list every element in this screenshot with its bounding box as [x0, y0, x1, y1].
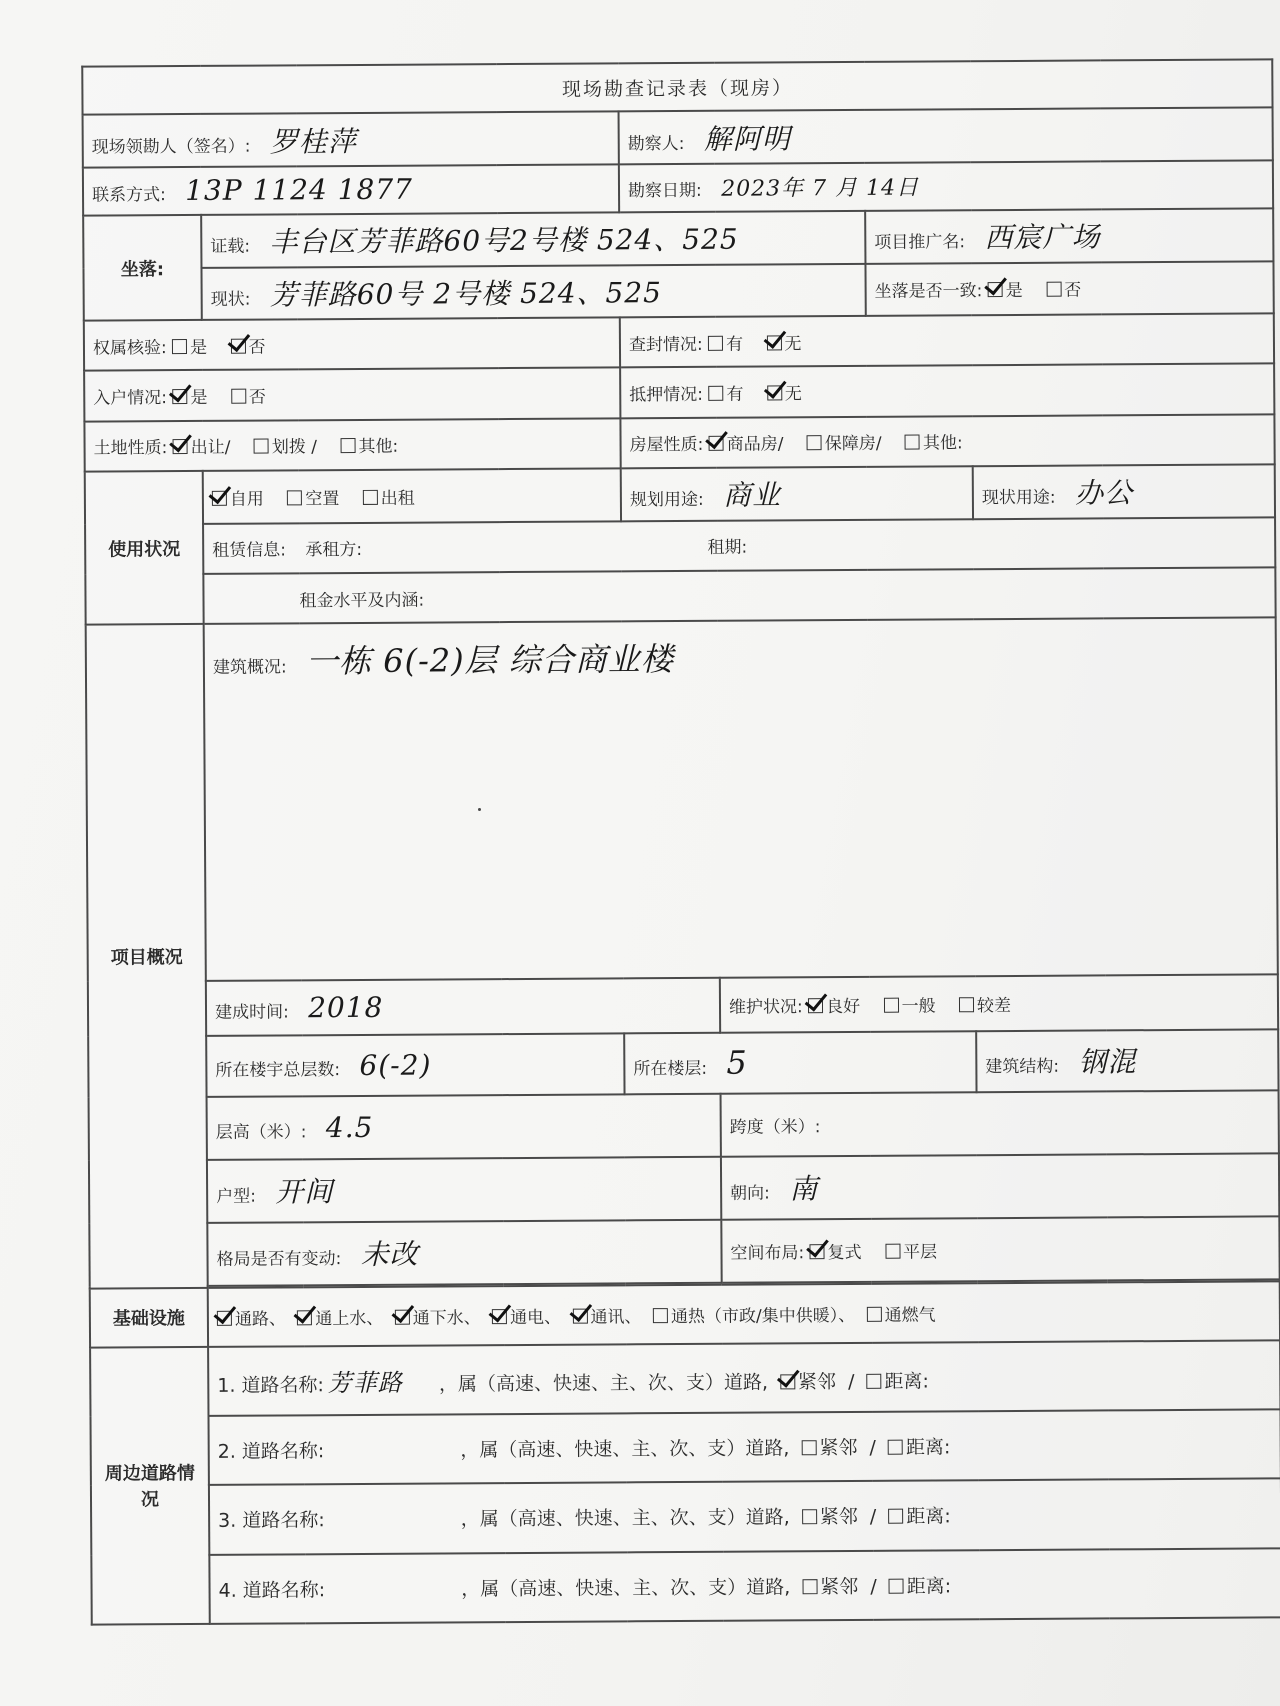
lease-label: 租赁信息:	[212, 540, 287, 562]
usage-rented-option[interactable]: 出租	[363, 484, 415, 509]
maintenance-poor-option[interactable]: 较差	[959, 991, 1011, 1016]
total-floors-label: 所在楼宇总层数:	[215, 1060, 341, 1081]
infra-drainage[interactable]: 通下水、	[395, 1303, 481, 1329]
checkbox-checked-icon	[172, 389, 187, 404]
road-4-dist-option[interactable]: 距离:	[889, 1571, 952, 1598]
road-2-near-option[interactable]: 紧邻	[801, 1433, 857, 1460]
checkbox-icon	[340, 438, 355, 453]
cert-cell	[201, 211, 865, 268]
rent-label: 租金水平及内涵:	[299, 590, 425, 612]
status-label: 现状:	[210, 289, 251, 310]
maintenance-label: 维护状况:	[728, 997, 803, 1018]
project-section: 项目概况	[86, 624, 208, 1288]
survey-form	[81, 58, 1280, 1625]
infra-cell	[208, 1281, 1280, 1346]
building-overview-label: 建筑概况:	[212, 657, 287, 679]
structure-value: 钢混	[1078, 1045, 1137, 1080]
checkbox-icon	[287, 490, 302, 505]
land-opt3[interactable]: 其他:	[340, 432, 398, 457]
checkbox-checked-icon	[217, 1311, 232, 1326]
checkbox-checked-icon	[395, 1309, 410, 1324]
infra-water-supply[interactable]: 通上水、	[297, 1304, 383, 1330]
road-1-near-option[interactable]: 紧邻	[780, 1367, 836, 1394]
ownership-yes-option[interactable]: 是	[172, 333, 207, 358]
rent-cell	[203, 567, 1275, 624]
date-cell	[619, 160, 1273, 212]
checkbox-icon	[885, 1244, 900, 1259]
current-use-cell	[973, 465, 1275, 519]
land-opt2[interactable]: 划拨 /	[254, 433, 317, 458]
span-cell	[721, 1090, 1279, 1156]
consistent-cell	[865, 261, 1273, 316]
checkbox-icon	[888, 1440, 903, 1455]
promo-label: 项目推广名:	[874, 232, 966, 254]
checkbox-checked-icon	[767, 385, 782, 400]
ownership-no-option[interactable]: 否	[230, 332, 265, 357]
checkbox-checked-icon	[709, 436, 724, 451]
current-use-label: 现状用途:	[981, 488, 1056, 509]
road-3-near-option[interactable]: 紧邻	[802, 1502, 858, 1529]
structure-label: 建筑结构:	[985, 1057, 1060, 1078]
usage-section: 使用状况	[85, 471, 204, 625]
usage-vacant-option[interactable]: 空置	[287, 484, 339, 509]
inspector-signature: 解阿明	[703, 121, 791, 156]
road-1-num: 1. 道路名称:	[217, 1374, 324, 1397]
infra-road[interactable]: 通路、	[217, 1304, 286, 1329]
built-time-value: 2018	[308, 991, 384, 1025]
house-opt3[interactable]: 其他:	[905, 429, 963, 454]
planned-use-label: 规划用途:	[629, 490, 704, 511]
ownership-label: 权属核验:	[92, 337, 167, 359]
road-3-desc: ，属（高速、快速、主、次、支）道路,	[460, 1506, 790, 1531]
checkbox-icon	[866, 1374, 881, 1389]
road-row-1: 1. 道路名称: 芳菲路 ，属（高速、快速、主、次、支）道路, 紧邻 / 距离:	[208, 1340, 1280, 1416]
checkbox-checked-icon	[212, 491, 227, 506]
checkbox-icon	[888, 1509, 903, 1524]
house-opt2[interactable]: 保障房/	[807, 429, 882, 454]
inspector-label: 勘察人:	[627, 133, 685, 154]
checkbox-checked-icon	[780, 1374, 795, 1389]
checkbox-icon	[905, 435, 920, 450]
form-title: 现场勘查记录表（现房）	[82, 59, 1272, 115]
floor-cell	[624, 1031, 976, 1094]
lease-cell	[203, 517, 1275, 574]
road-row-4: 4. 道路名称: ，属（高速、快速、主、次、支）道路, 紧邻 / 距离:	[209, 1548, 1280, 1624]
leader-cell	[83, 112, 619, 168]
road-4-num: 4. 道路名称:	[218, 1578, 326, 1602]
maintenance-fair-option[interactable]: 一般	[883, 992, 935, 1017]
usage-self-option[interactable]: 自用	[212, 484, 264, 509]
span-label: 跨度（米）:	[729, 1117, 821, 1138]
layout-change-cell	[207, 1220, 721, 1286]
orientation-cell	[721, 1153, 1279, 1219]
land-opt1[interactable]: 出让/	[173, 433, 231, 458]
consistent-yes-option[interactable]: 是	[988, 276, 1023, 301]
mortgage-cell	[620, 364, 1274, 418]
house-label: 房屋性质:	[629, 435, 704, 456]
infra-telecom[interactable]: 通讯、	[572, 1302, 641, 1327]
checkbox-checked-icon	[572, 1308, 587, 1323]
unit-type-cell	[207, 1157, 721, 1223]
floor-label: 所在楼层:	[633, 1059, 708, 1080]
space-layout-label: 空间布局:	[730, 1243, 805, 1264]
seal-no-option[interactable]: 无	[766, 329, 801, 354]
tenant-label: 承租方:	[305, 540, 363, 561]
road-2-dist-option[interactable]: 距离:	[888, 1432, 951, 1459]
location-section: 坐落:	[83, 215, 202, 321]
unit-type-value: 开间	[275, 1175, 334, 1209]
seal-yes-option[interactable]: 有	[708, 329, 743, 354]
infra-gas[interactable]: 通燃气	[866, 1300, 935, 1325]
checkbox-icon	[807, 436, 822, 451]
mortgage-no-option[interactable]: 无	[767, 379, 802, 404]
entry-label: 入户情况:	[93, 388, 168, 409]
road-3-dist-option[interactable]: 距离:	[888, 1502, 951, 1529]
entry-cell	[84, 368, 620, 422]
checkbox-checked-icon	[173, 439, 188, 454]
current-use-value: 办公	[1074, 476, 1134, 511]
total-floors-value: 6(-2)	[359, 1048, 432, 1082]
checkbox-icon	[802, 1510, 817, 1525]
consistent-label: 坐落是否一致:	[874, 281, 983, 303]
contact-label: 联系方式:	[91, 185, 166, 206]
road-row-2: 2. 道路名称: ，属（高速、快速、主、次、支）道路, 紧邻 / 距离:	[208, 1409, 1280, 1485]
orientation-label: 朝向:	[730, 1183, 770, 1205]
mortgage-label: 抵押情况:	[629, 384, 704, 406]
usage-options-cell	[203, 469, 621, 524]
house-cell	[620, 414, 1274, 468]
floor-height-label: 层高（米）:	[215, 1122, 307, 1143]
checkbox-checked-icon	[297, 1310, 312, 1325]
space-flat-option[interactable]: 平层	[885, 1237, 937, 1262]
orientation-value: 南	[789, 1172, 819, 1206]
checkbox-checked-icon	[808, 998, 823, 1013]
road-4-desc: ，属（高速、快速、主、次、支）道路,	[461, 1576, 791, 1601]
land-cell	[84, 418, 620, 472]
cert-value: 丰台区芳菲路60号2号楼 524、525	[269, 222, 739, 259]
cert-label: 证载:	[210, 236, 251, 258]
built-time-label: 建成时间:	[214, 1002, 289, 1024]
road-2-num: 2. 道路名称:	[217, 1440, 325, 1463]
checkbox-icon	[884, 998, 899, 1013]
layout-change-label: 格局是否有变动:	[216, 1249, 342, 1271]
road-1-dist-option[interactable]: 距离:	[866, 1366, 929, 1393]
checkbox-icon	[363, 490, 378, 505]
contact-value: 13P 1124 1877	[185, 173, 414, 208]
checkbox-checked-icon	[230, 338, 245, 353]
consistent-no-option[interactable]: 否	[1046, 276, 1081, 301]
checkbox-icon	[231, 389, 246, 404]
promo-cell	[865, 208, 1273, 263]
term-label: 租期:	[707, 537, 748, 559]
layout-change-value: 未改	[360, 1237, 419, 1272]
checkbox-icon	[708, 335, 723, 350]
roads-section: 周边道路情况	[90, 1347, 210, 1625]
maintenance-good-option[interactable]: 良好	[808, 992, 860, 1017]
unit-type-label: 户型:	[216, 1186, 256, 1208]
floor-value: 5	[726, 1044, 748, 1083]
checkbox-checked-icon	[810, 1244, 825, 1259]
checkbox-icon	[653, 1308, 668, 1323]
seal-label: 查封情况:	[628, 334, 703, 356]
built-time-cell	[206, 978, 720, 1036]
planned-use-value: 商业	[722, 478, 782, 513]
status-cell	[201, 263, 865, 320]
checkbox-icon	[254, 439, 269, 454]
mortgage-yes-option[interactable]: 有	[708, 380, 743, 405]
status-value: 芳菲路60号 2号楼 524、525	[269, 275, 663, 312]
entry-no-option[interactable]: 否	[231, 383, 266, 408]
building-overview-cell	[204, 618, 1278, 981]
inspector-cell	[619, 108, 1273, 164]
total-floors-cell	[206, 1033, 624, 1096]
land-label: 土地性质:	[93, 438, 168, 460]
road-4-near-option[interactable]: 紧邻	[802, 1572, 858, 1599]
road-1-desc: ，属（高速、快速、主、次、支）道路,	[438, 1371, 769, 1396]
checkbox-icon	[867, 1307, 882, 1322]
checkbox-icon	[959, 997, 974, 1012]
leader-label: 现场领勘人（签名）:	[91, 136, 251, 158]
date-label: 勘察日期:	[627, 181, 702, 202]
space-layout-cell	[721, 1216, 1279, 1282]
floor-height-cell	[207, 1094, 721, 1160]
checkbox-checked-icon	[766, 335, 781, 350]
checkbox-icon	[801, 1440, 816, 1455]
infra-section: 基础设施	[90, 1288, 208, 1348]
infra-electricity[interactable]: 通电、	[492, 1303, 561, 1328]
checkbox-checked-icon	[492, 1309, 507, 1324]
entry-yes-option[interactable]: 是	[172, 383, 207, 408]
checkbox-icon	[708, 386, 723, 401]
date-value: 2023年 7 月 14日	[721, 175, 920, 203]
checkbox-icon	[1046, 282, 1061, 297]
planned-use-cell	[621, 466, 973, 521]
checkbox-icon	[889, 1578, 904, 1593]
checkbox-checked-icon	[988, 282, 1003, 297]
road-2-desc: ，属（高速、快速、主、次、支）道路,	[460, 1437, 790, 1462]
checkbox-icon	[172, 339, 187, 354]
maintenance-cell	[720, 975, 1278, 1033]
leader-signature: 罗桂萍	[269, 124, 357, 159]
promo-value: 西宸广场	[984, 220, 1101, 255]
infra-heating[interactable]: 通热（市政/集中供暖）、	[653, 1301, 855, 1327]
checkbox-icon	[802, 1579, 817, 1594]
seal-cell	[620, 313, 1274, 367]
ownership-cell	[84, 317, 620, 371]
road-3-num: 3. 道路名称:	[218, 1509, 325, 1533]
building-overview-value: 一栋 6(-2)层 综合商业楼	[305, 640, 675, 681]
floor-height-value: 4.5	[325, 1110, 374, 1145]
contact-cell	[83, 164, 619, 216]
road-1-name: 芳菲路	[327, 1368, 403, 1398]
road-row-3: 3. 道路名称: ，属（高速、快速、主、次、支）道路, 紧邻 / 距离:	[209, 1479, 1280, 1555]
structure-cell	[976, 1029, 1278, 1092]
space-duplex-option[interactable]: 复式	[810, 1238, 862, 1263]
house-opt1[interactable]: 商品房/	[709, 430, 784, 455]
